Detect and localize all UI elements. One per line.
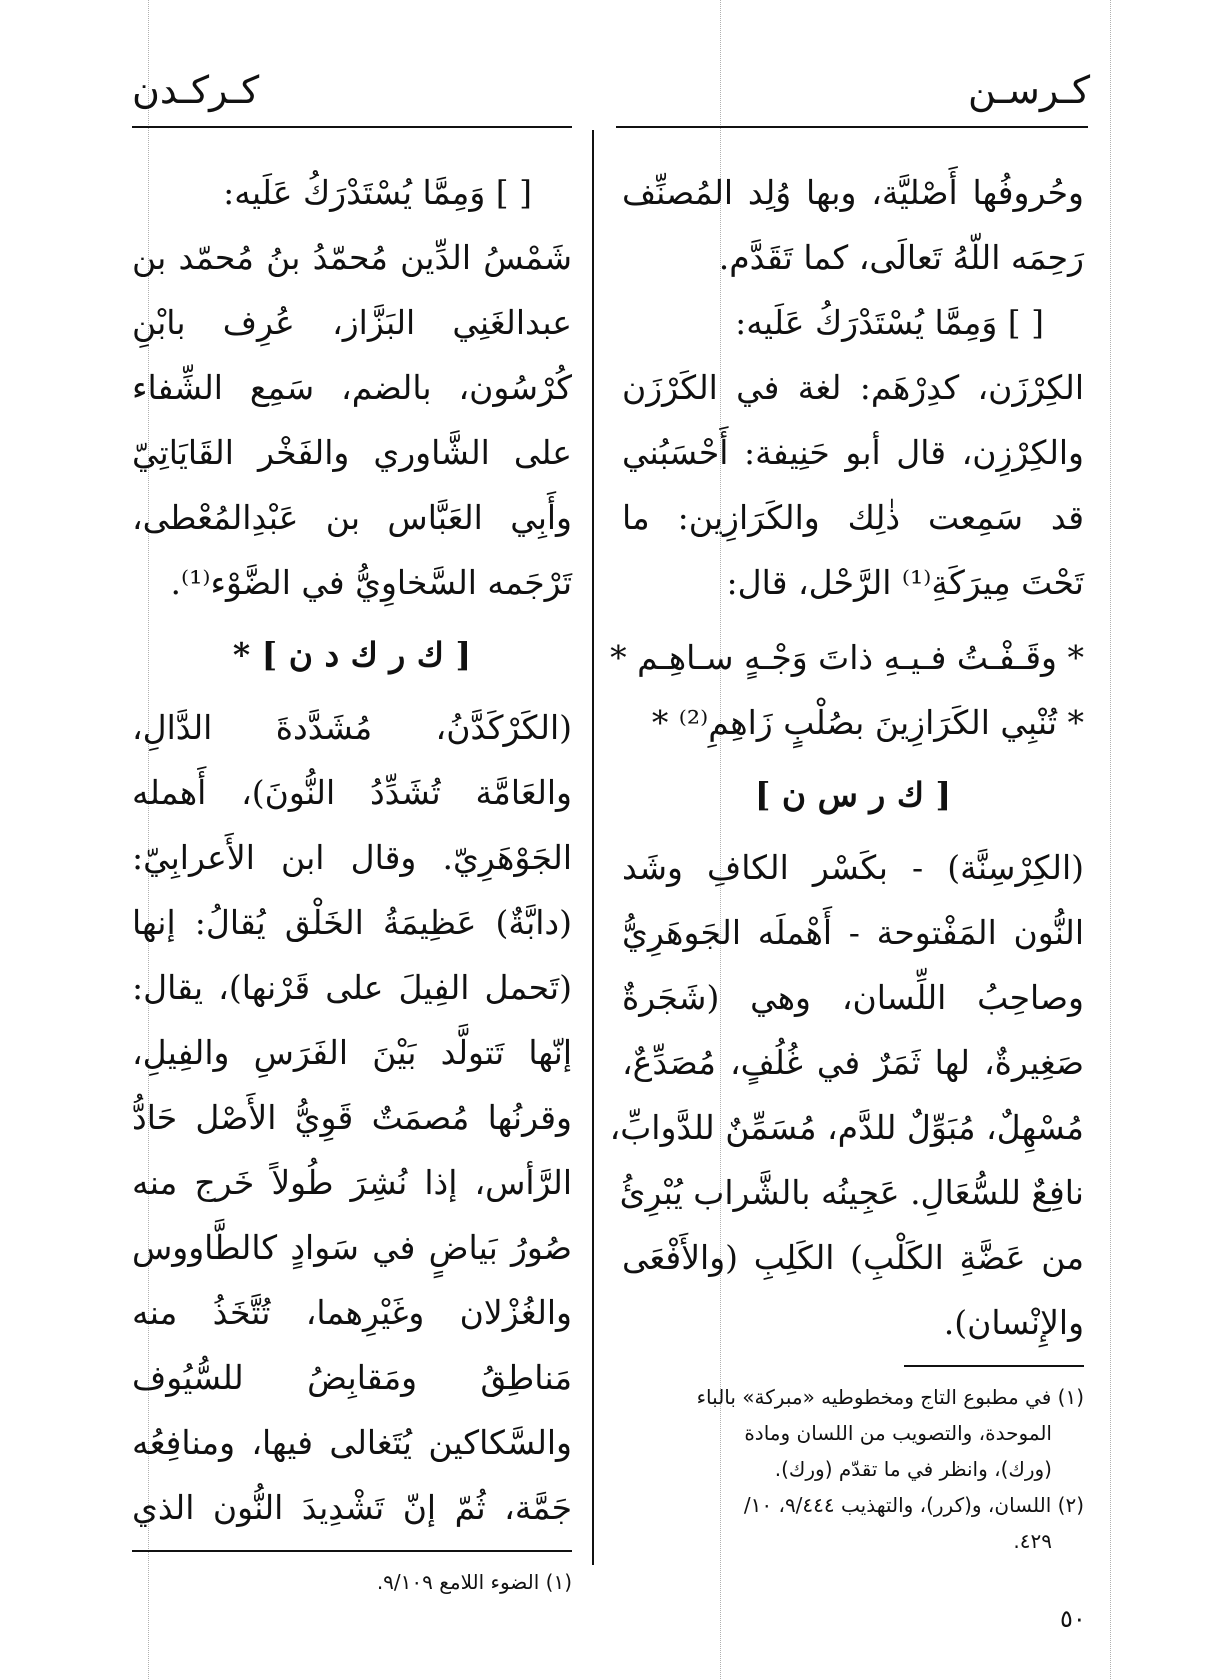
header-rule-right [616,126,1088,128]
text-line: (دابَّةٌ) عَظِيمَةُ الخَلْق يُقالُ: إنها [132,903,572,942]
entry-heading: [ ك ر ك د ن ] * [232,635,472,674]
mustadrak-label: [ ] وَمِمَّا يُسْتَدْرَكُ عَلَيه: [223,173,532,212]
footnotes [132,1564,572,1600]
text-line: النُّون المَفْتوحة - أَهْملَه الجَوهَرِيُّ [622,913,1084,952]
text-line: شَمْسُ الدِّين مُحمّدُ بنُ مُحمّد بن [132,238,572,277]
text-line: (الكِرْسِنَّة) - بكَسْر الكافِ وشَد [622,848,1084,887]
footnote-line: (ورك)، وانظر في ما تقدّم (ورك). [774,1457,1052,1481]
footnotes [622,1379,1084,1559]
text-line: جَمَّة، ثُمّ إنّ تَشْدِيدَ النُّون الذي [132,1488,572,1527]
text-line: رَحِمَه اللّهُ تَعالَى، كما تَقَدَّم. [718,238,1084,277]
footnote-line: الموحدة، والتصويب من اللسان ومادة [744,1421,1052,1445]
footnote-rule [132,1550,572,1552]
verse-line: * تُنْبِي الكَرَازِينَ بصُلْبٍ زَاهِمِ⁽²⁾ * [651,703,1084,742]
text-line: الرَّأس، إذا نُشِرَ طُولاً خَرج منه [132,1163,572,1202]
footnote-line: (١) الضوء اللامع ٩/١٠٩. [376,1570,572,1594]
header-rule-left [132,126,572,128]
left-column [132,160,572,1600]
text-line: والسَّكاكين يُتَغالى فيها، ومنافِعُه [132,1423,572,1462]
text-line: وأَبِي العَبَّاس بن عَبْدِالمُعْطى، [132,498,572,537]
footnote-line: ٤٢٩. [1013,1529,1052,1553]
text-line: قد سَمِعت ذٰلِك والكَرَازِين: ما [622,498,1084,537]
text-line: وحُروفُها أَصْليَّة، وبها وُلِد المُصنِّف [622,173,1084,212]
text-line: صُورُ بَياضٍ في سَوادٍ كالطَّاووس [132,1228,572,1267]
text-line: من عَضَّةِ الكَلْبِ) الكَلِبِ (والأَفْعَى [622,1238,1084,1277]
footnote-line: (١) في مطبوع التاج ومخطوطيه «مبركة» بالباء [696,1385,1084,1409]
text-line: مُسْهِلٌ، مُبَوِّلٌ للدَّم، مُسَمِّنٌ للدَّوابِّ، [609,1108,1084,1147]
text-line: (تَحمل الفِيلَ على قَرْنها)، يقال: [132,968,572,1007]
entry-heading: [ ك ر س ن ] [754,775,952,814]
text-line: صَغِيرةٌ، لها ثَمَرٌ في غُلُفٍ، مُصَدِّعٌ، [622,1043,1084,1082]
running-header-left: كـركـدن [132,68,260,112]
text-line: (الكَرْكَدَّنُ، مُشَدَّدةَ الدَّالِ، [132,708,572,747]
footnote-rule [904,1365,1084,1367]
verse-line: * وقَـفْـتُ فـيـهِ ذاتَ وَجْـهٍ سـاهِـم * [610,638,1084,677]
text-line: وقرنُها مُصمَتٌ قَوِيُّ الأَصْل حَادُّ [132,1098,572,1137]
text-line: على الشَّاوري والفَخْر القَايَاتِيّ [132,433,572,472]
text-line: مَناطِقُ ومَقابِضُ للسُّيُوف [132,1358,572,1397]
text-line: تَرْجَمه السَّخاوِيُّ في الضَّوْء⁽¹⁾. [170,563,572,602]
text-line: تَحْتَ مِيرَكَةِ⁽¹⁾ الرَّحْل، قال: [726,563,1084,602]
page-number: ٥٠ [1060,1605,1086,1633]
text-line: نافِعٌ للسُّعَالِ. عَجِينُه بالشَّراب يُبْرِئُ [619,1173,1084,1212]
mustadrak-label: [ ] وَمِمَّا يُسْتَدْرَكُ عَلَيه: [735,303,1044,342]
text-line: كُرْسُون، بالضم، سَمِع الشِّفاء [132,368,572,407]
text-line: والكِرْزِن، قال أبو حَنِيفة: أَحْسَبُني [622,433,1084,472]
column-divider [592,130,594,1565]
text-line: والإِنْسان). [943,1303,1084,1342]
footnote-line: (٢) اللسان، و(كرر)، والتهذيب ٩/٤٤٤، ١٠/ [743,1493,1084,1517]
right-column [609,160,1084,1559]
text-line: وصاحِبُ اللِّسان، وهي (شَجَرةٌ [622,978,1084,1017]
running-header-right: كـرسـن [968,68,1091,112]
text-line: إنّها تَتولَّد بَيْنَ الفَرَسِ والفِيلِ، [132,1033,572,1072]
scan-guide-right [1110,0,1111,1679]
text-line: الكِرْزَن، كدِرْهَم: لغة في الكَرْزَن [622,368,1084,407]
text-line: والعَامَّة تُشَدِّدُ النُّونَ)، أَهمله [132,773,572,812]
text-line: الجَوْهَرِيّ. وقال ابن الأَعرابِيّ: [132,838,572,877]
text-line: عبدالغَنِي البَزَّاز، عُرِف بابْنِ [132,303,572,342]
text-line: والغُزْلان وغَيْرِهما، تُتَّخَذُ منه [132,1293,572,1332]
